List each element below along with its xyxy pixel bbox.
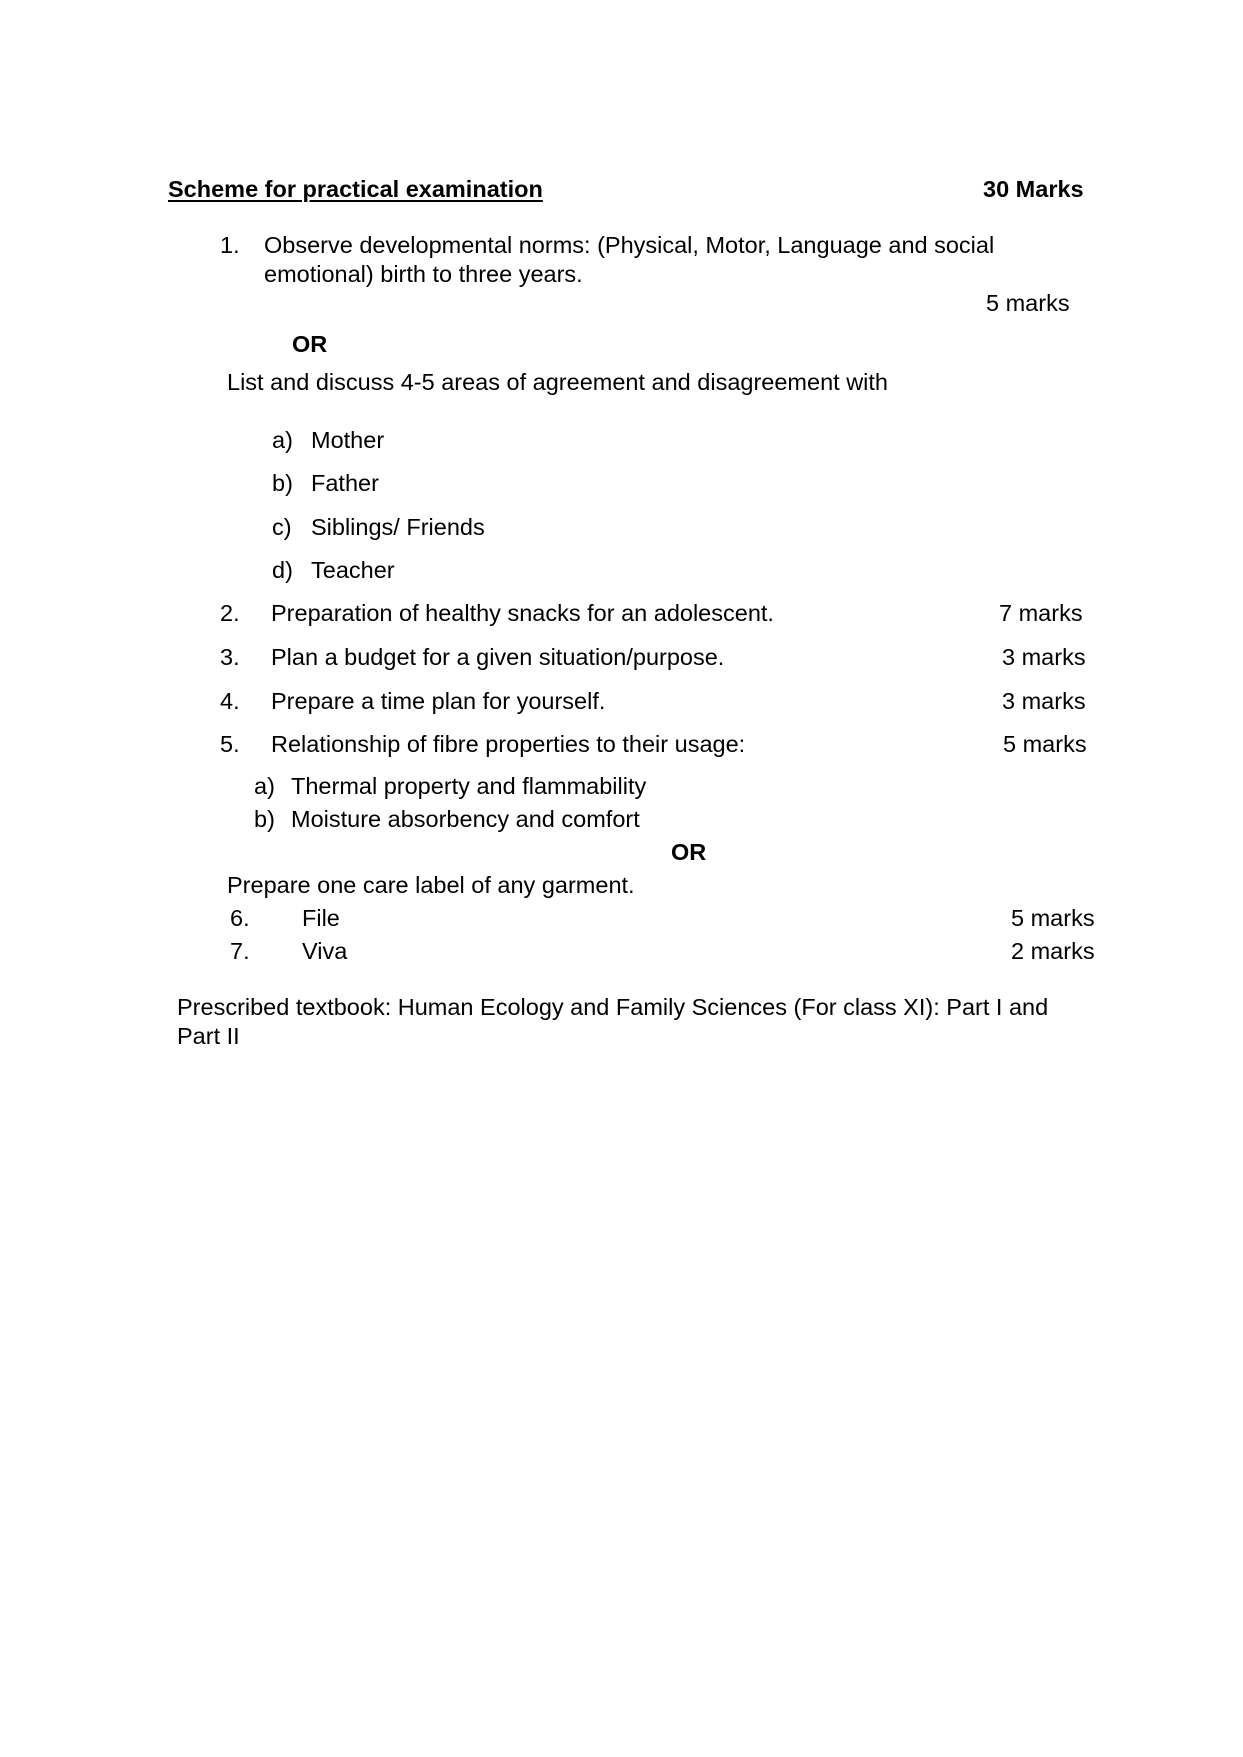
item-5-text: Relationship of fibre properties to their usage: <box>271 731 746 757</box>
item-4-number: 4. <box>220 688 240 714</box>
item-5-sub-a-letter: a) <box>254 773 275 799</box>
alt-1-sub-c-letter: c) <box>272 514 292 540</box>
item-6-number: 6. <box>230 905 250 931</box>
item-1-marks: 5 marks <box>986 290 1070 316</box>
item-1-number: 1. <box>220 232 240 258</box>
alt-1-text: List and discuss 4-5 areas of agreement and disagreement with <box>227 369 888 395</box>
alt-1-sub-a-text: Mother <box>311 427 385 453</box>
item-4-marks: 3 marks <box>1002 688 1086 714</box>
or-separator-1: OR <box>292 331 328 357</box>
item-1-text-line1: Observe developmental norms: (Physical, Motor, Language and social <box>264 232 995 258</box>
prescribed-textbook-line2: Part II <box>177 1023 240 1049</box>
or-separator-2: OR <box>671 839 707 865</box>
item-5-sub-a-text: Thermal property and flammability <box>291 773 647 799</box>
item-7-number: 7. <box>230 938 250 964</box>
item-4-text: Prepare a time plan for yourself. <box>271 688 606 714</box>
item-3-marks: 3 marks <box>1002 644 1086 670</box>
alt-1-sub-b-letter: b) <box>272 470 293 496</box>
item-5-sub-b-text: Moisture absorbency and comfort <box>291 806 640 832</box>
item-6-marks: 5 marks <box>1011 905 1095 931</box>
item-5-number: 5. <box>220 731 240 757</box>
total-marks: 30 Marks <box>983 176 1084 202</box>
item-2-number: 2. <box>220 600 240 626</box>
page-title: Scheme for practical examination <box>168 176 543 202</box>
alt-1-sub-a-letter: a) <box>272 427 293 453</box>
item-3-text: Plan a budget for a given situation/purpose. <box>271 644 725 670</box>
prescribed-textbook-line1: Prescribed textbook: Human Ecology and Family Sciences (For class XI): Part I and <box>177 994 1049 1020</box>
item-6-text: File <box>302 905 340 931</box>
item-7-text: Viva <box>302 938 348 964</box>
item-1-text-line2: emotional) birth to three years. <box>264 261 583 287</box>
item-2-text: Preparation of healthy snacks for an adolescent. <box>271 600 774 626</box>
alt-2-text: Prepare one care label of any garment. <box>227 872 635 898</box>
item-5-marks: 5 marks <box>1003 731 1087 757</box>
item-2-marks: 7 marks <box>999 600 1083 626</box>
alt-1-sub-b-text: Father <box>311 470 379 496</box>
item-7-marks: 2 marks <box>1011 938 1095 964</box>
item-5-sub-b-letter: b) <box>254 806 275 832</box>
alt-1-sub-d-text: Teacher <box>311 557 395 583</box>
alt-1-sub-d-letter: d) <box>272 557 293 583</box>
item-3-number: 3. <box>220 644 240 670</box>
alt-1-sub-c-text: Siblings/ Friends <box>311 514 485 540</box>
